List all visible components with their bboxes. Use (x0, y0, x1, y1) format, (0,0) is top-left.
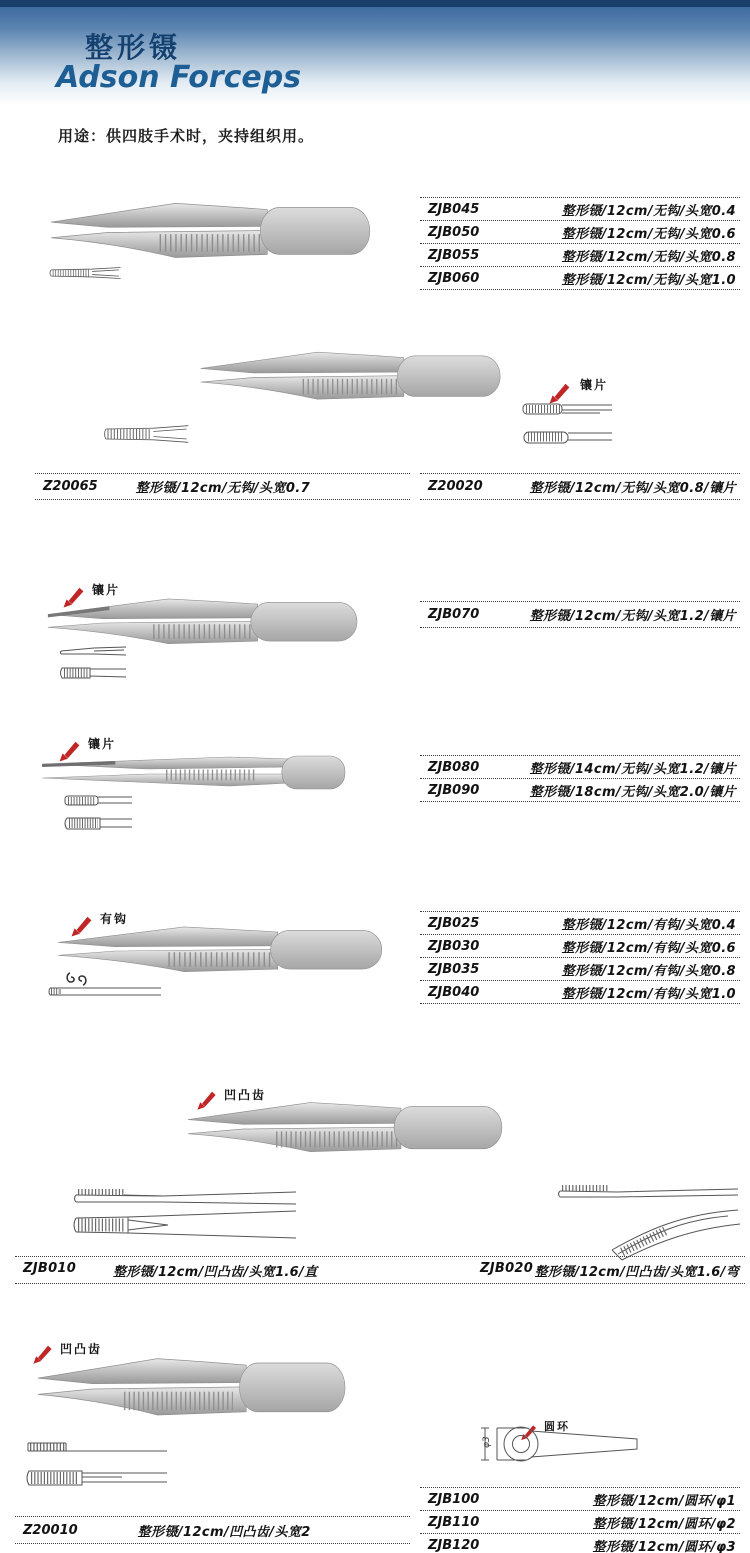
table-row (15, 1516, 410, 1544)
table-row (420, 1511, 740, 1534)
tip-detail-drawing-inlay (520, 400, 620, 450)
tip-detail-drawing-inlay (58, 645, 130, 685)
tip-detail-drawing-serrated (100, 424, 195, 444)
tip-detail-drawing-toothed-curved (552, 1182, 744, 1262)
forceps-photo-adson-hooked (52, 920, 387, 982)
tip-detail-drawing-inlay (62, 792, 137, 834)
annotation-inlay: 镶片 (92, 583, 121, 597)
table-row (420, 197, 740, 221)
product-spec: 整形镊/12cm/有钩/头宽1.0 (561, 986, 736, 1002)
product-spec: 整形镊/12cm/凹凸齿/头宽2 (137, 1524, 311, 1540)
spec-table-7-left (15, 1516, 410, 1544)
product-code: ZJB120 (428, 1537, 480, 1553)
table-row (420, 1534, 740, 1553)
usage-note: 用途：供四肢手术时，夹持组织用。 (58, 127, 315, 145)
tip-detail-drawing-serrated (48, 265, 123, 281)
table-row (420, 1487, 740, 1511)
spec-table-2-left (35, 473, 410, 500)
product-code: ZJB020 (480, 1261, 534, 1276)
product-spec: 整形镊/12cm/无钩/头宽0.8/镶片 (529, 481, 736, 496)
table-row (420, 981, 740, 1004)
product-code: Z20020 (428, 479, 483, 494)
spec-table-5 (420, 911, 740, 1004)
product-code: ZJB035 (428, 961, 480, 977)
product-code: ZJB110 (428, 1514, 480, 1530)
product-code: ZJB045 (428, 201, 480, 217)
product-spec: 整形镊/12cm/凹凸齿/头宽1.6/弯 (534, 1265, 739, 1280)
dimension-label: φ3 (482, 1436, 492, 1448)
product-spec: 整形镊/12cm/有钩/头宽0.6 (561, 940, 736, 956)
page-title-en: Adson Forceps (56, 60, 302, 95)
forceps-photo-adson-toothed-wide (32, 1350, 350, 1428)
product-code: ZJB055 (428, 247, 480, 263)
annotation-inlay: 镶片 (580, 378, 609, 392)
product-code: Z20010 (23, 1522, 78, 1538)
product-code: ZJB050 (428, 224, 480, 240)
table-row (420, 601, 740, 628)
product-spec: 整形镊/12cm/有钩/头宽0.4 (561, 917, 736, 933)
product-code: ZJB030 (428, 938, 480, 954)
annotation-teeth: 凹凸齿 (60, 1342, 103, 1356)
product-code: ZJB025 (428, 915, 480, 931)
spec-table-6 (15, 1256, 745, 1284)
product-code: ZJB010 (23, 1261, 77, 1276)
table-row (420, 958, 740, 981)
annotation-teeth: 凹凸齿 (224, 1088, 267, 1102)
table-row (420, 267, 740, 290)
product-spec: 整形镊/12cm/无钩/头宽1.0 (561, 272, 736, 288)
annotation-inlay: 镶片 (88, 737, 117, 751)
header-top-bar (0, 0, 750, 7)
tip-detail-drawing-toothed-straight (68, 1185, 303, 1240)
spec-table-1 (420, 197, 740, 290)
table-row (420, 935, 740, 958)
product-spec: 整形镊/12cm/圆环/φ2 (592, 1516, 736, 1532)
forceps-photo-dressing (36, 750, 351, 796)
product-code: ZJB070 (428, 607, 480, 622)
product-code: ZJB040 (428, 984, 480, 1000)
product-code: ZJB080 (428, 759, 480, 775)
product-spec: 整形镊/12cm/有钩/头宽0.8 (561, 963, 736, 979)
tip-detail-drawing-ring (475, 1412, 645, 1474)
page-title-cn: 整形镊 (85, 31, 182, 64)
product-code: ZJB090 (428, 782, 480, 798)
spec-table-4 (420, 755, 740, 802)
product-spec: 整形镊/12cm/圆环/φ1 (592, 1493, 736, 1509)
product-spec: 整形镊/12cm/凹凸齿/头宽1.6/直 (113, 1265, 318, 1280)
table-row (420, 779, 740, 802)
product-code: Z20065 (43, 479, 98, 494)
table-row (420, 473, 740, 500)
forceps-photo-adson-1 (45, 195, 375, 270)
product-spec: 整形镊/12cm/无钩/头宽0.4 (561, 203, 736, 219)
table-row (420, 911, 740, 935)
spec-table-2-right (420, 473, 740, 500)
product-spec: 整形镊/12cm/圆环/φ3 (592, 1539, 736, 1553)
spec-table-7-right (420, 1487, 740, 1553)
forceps-photo-adson-toothed (182, 1095, 507, 1163)
forceps-photo-adson-2 (195, 345, 505, 410)
tip-detail-drawing-plain (46, 986, 166, 997)
table-row (420, 244, 740, 267)
tip-detail-drawing-toothed (22, 1438, 172, 1500)
product-code: ZJB100 (428, 1491, 480, 1507)
spec-table-3 (420, 601, 740, 628)
table-row (420, 755, 740, 779)
table-row (420, 221, 740, 244)
product-spec: 整形镊/12cm/无钩/头宽0.7 (135, 481, 311, 496)
annotation-ring: 圆环 (544, 1420, 570, 1433)
product-spec: 整形镊/18cm/无钩/头宽2.0/镶片 (529, 784, 736, 800)
product-spec: 整形镊/12cm/无钩/头宽0.6 (561, 226, 736, 242)
product-spec: 整形镊/12cm/无钩/头宽1.2/镶片 (529, 609, 736, 624)
product-code: ZJB060 (428, 270, 480, 286)
product-spec: 整形镊/12cm/无钩/头宽0.8 (561, 249, 736, 265)
annotation-hook: 有钩 (100, 912, 129, 926)
product-spec: 整形镊/14cm/无钩/头宽1.2/镶片 (529, 761, 736, 777)
table-row (35, 473, 410, 500)
